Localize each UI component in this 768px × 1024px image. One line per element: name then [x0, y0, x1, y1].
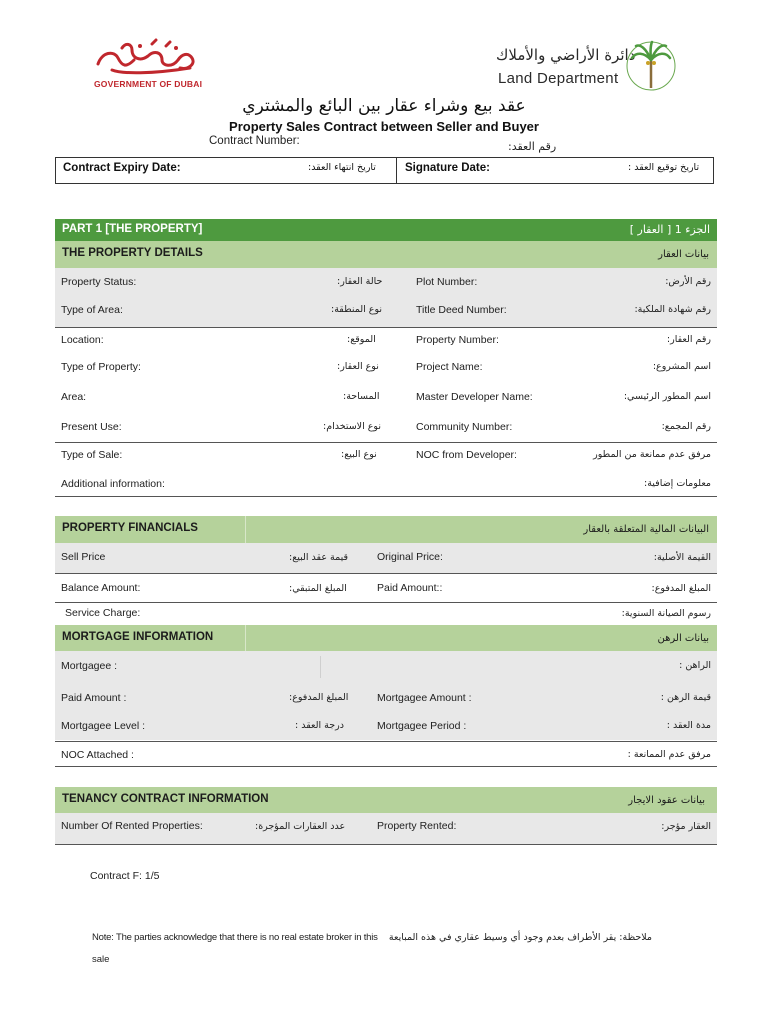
additional-information-label-arabic: معلومات إضافية: [644, 478, 711, 489]
tenancy-contract-title-arabic: بيانات عقود الايجار [628, 795, 705, 806]
table-row [55, 813, 717, 844]
signature-date-label: Signature Date: [405, 162, 490, 174]
type-of-area-label: Type of Area: [61, 304, 123, 316]
part-1-header [55, 219, 717, 241]
master-developer-name-label-arabic: اسم المطور الرئيسي: [623, 391, 711, 402]
contract-title-arabic: عقد بيع وشراء عقار بين البائع والمشتري [242, 96, 526, 116]
plot-number-label: Plot Number: [416, 276, 478, 288]
broker-note-english: Note: The parties acknowledge that there is no real estate broker in this [92, 932, 378, 943]
property-rented-label: Property Rented: [377, 820, 457, 832]
table-row [55, 543, 717, 573]
type-of-property-label-arabic: نوع العقار: [337, 361, 379, 372]
divider [55, 766, 717, 767]
table-row [55, 660, 717, 674]
type-of-sale-label: Type of Sale: [61, 449, 123, 461]
noc-attached-label: NOC Attached : [61, 749, 134, 761]
table-row [55, 749, 717, 763]
table-row [55, 692, 717, 706]
type-of-property-label: Type of Property: [61, 361, 141, 373]
part-1-title: PART 1 [THE PROPERTY] [62, 223, 203, 235]
mortgagee-label-arabic: الراهن : [679, 660, 711, 671]
property-status-label: Property Status: [61, 276, 137, 288]
contract-dates-box [55, 157, 714, 184]
palm-tree-icon [626, 38, 676, 94]
property-details-title: THE PROPERTY DETAILS [62, 247, 203, 259]
government-of-dubai-text: GOVERNMENT OF DUBAI [94, 79, 203, 89]
mortgage-information-title: MORTGAGE INFORMATION [62, 631, 214, 643]
type-of-area-label-arabic: نوع المنطقة: [331, 304, 383, 315]
table-row [55, 334, 717, 348]
property-rented-label-arabic: العقار مؤجر: [661, 821, 711, 832]
original-price-label: Original Price: [377, 551, 443, 563]
mortgage-paid-amount-label-arabic: المبلغ المدفوع: [289, 692, 349, 703]
present-use-label: Present Use: [61, 421, 122, 433]
mortgagee-period-label: Mortgagee Period : [377, 720, 467, 732]
community-number-label-arabic: رقم المجمع: [661, 421, 711, 432]
additional-information-label: Additional information: [61, 478, 165, 490]
paid-amount-label: Paid Amount:: [377, 582, 443, 594]
mortgagee-level-label-arabic: درجة العقد : [295, 720, 344, 731]
government-of-dubai-logo [92, 38, 204, 94]
property-status-label-arabic: حالة العقار: [337, 276, 383, 287]
land-department-logo [496, 38, 680, 94]
broker-note-english-continuation: sale [92, 954, 110, 965]
date-box-divider [396, 158, 397, 183]
number-of-rented-properties-label: Number Of Rented Properties: [61, 820, 203, 832]
property-financials-header [55, 516, 717, 543]
location-label-arabic: الموقع: [347, 334, 376, 345]
table-row [55, 720, 717, 734]
contract-number-label-arabic: رقم العقد: [508, 140, 557, 153]
project-name-label: Project Name: [416, 361, 483, 373]
mortgage-information-title-arabic: بيانات الرهن [657, 633, 709, 644]
header-split [245, 516, 246, 543]
land-department-english-name: Land Department [498, 70, 619, 87]
noc-from-developer-label-arabic: مرفق عدم ممانعة من المطور [593, 449, 711, 460]
community-number-label: Community Number: [416, 421, 513, 433]
project-name-label-arabic: اسم المشروع: [652, 361, 711, 372]
sell-price-label: Sell Price [61, 551, 106, 563]
contract-title-english: Property Sales Contract between Seller and Buyer [229, 119, 539, 134]
table-row [55, 574, 717, 602]
type-of-sale-label-arabic: نوع البيع: [341, 449, 377, 460]
property-details-title-arabic: بيانات العقار [658, 249, 709, 260]
contract-expiry-date-label-arabic: تاريخ انتهاء العقد: [308, 162, 376, 173]
mortgagee-label: Mortgagee : [61, 660, 118, 672]
master-developer-name-label: Master Developer Name: [416, 391, 533, 403]
divider [55, 442, 717, 443]
table-row [55, 421, 717, 435]
divider [55, 327, 717, 328]
paid-amount-label-arabic: المبلغ المدفوع: [651, 583, 711, 594]
mortgagee-level-label: Mortgagee Level : [61, 720, 146, 732]
mortgage-paid-amount-label: Paid Amount : [61, 692, 127, 704]
noc-from-developer-label: NOC from Developer: [416, 449, 517, 461]
signature-date-label-arabic: تاريخ توقيع العقد : [628, 162, 700, 173]
table-row [55, 449, 717, 463]
property-number-label: Property Number: [416, 334, 499, 346]
property-financials-title-arabic: البيانات المالية المتعلقة بالعقار [583, 524, 709, 535]
title-deed-number-label-arabic: رقم شهادة الملكية: [634, 304, 711, 315]
divider [55, 741, 717, 742]
table-row [55, 361, 717, 375]
table-row [55, 304, 717, 318]
mortgagee-amount-label-arabic: قيمة الرهن : [660, 692, 711, 703]
header-split [245, 625, 246, 651]
noc-attached-label-arabic: مرفق عدم الممانعة : [627, 749, 711, 760]
balance-amount-label: Balance Amount: [61, 582, 141, 594]
present-use-label-arabic: نوع الاستخدام: [323, 421, 381, 432]
contract-number-label: Contract Number: [209, 135, 300, 147]
table-row [55, 391, 717, 405]
divider [55, 496, 717, 497]
service-charge-label: Service Charge: [65, 607, 141, 619]
original-price-label-arabic: القيمة الأصلية: [653, 552, 711, 563]
balance-amount-label-arabic: المبلغ المتبقي: [289, 583, 347, 594]
area-label-arabic: المساحة: [343, 391, 380, 402]
land-department-arabic-name: دائرة الأراضي والأملاك [496, 46, 636, 64]
divider [55, 844, 717, 845]
location-label: Location: [61, 334, 104, 346]
tenancy-contract-header [55, 787, 717, 813]
dubai-government-emblem-icon [92, 38, 204, 76]
mortgagee-period-label-arabic: مدة العقد : [666, 720, 711, 731]
table-row [55, 603, 717, 625]
plot-number-label-arabic: رقم الأرض: [665, 276, 711, 287]
area-label: Area: [61, 391, 87, 403]
table-row [55, 478, 717, 492]
page-number: Contract F: 1/5 [90, 870, 160, 882]
number-of-rented-properties-label-arabic: عدد العقارات المؤجرة: [255, 821, 346, 832]
sell-price-label-arabic: قيمة عقد البيع: [289, 552, 349, 563]
broker-note-arabic: ملاحظة: يقر الأطراف بعدم وجود أي وسيط عقاري في هذه المبايعة [388, 932, 652, 943]
title-deed-number-label: Title Deed Number: [416, 304, 507, 316]
property-number-label-arabic: رقم العقار: [666, 334, 711, 345]
table-row [55, 276, 717, 290]
contract-expiry-date-label: Contract Expiry Date: [63, 162, 181, 174]
property-financials-title: PROPERTY FINANCIALS [62, 522, 198, 534]
property-details-header [55, 241, 717, 268]
service-charge-label-arabic: رسوم الصيانة السنوية: [621, 608, 711, 619]
mortgage-information-header [55, 625, 717, 651]
part-1-title-arabic: الجزء 1 [ العقار ] [629, 223, 710, 236]
mortgagee-amount-label: Mortgagee Amount : [377, 692, 472, 704]
tenancy-contract-title: TENANCY CONTRACT INFORMATION [62, 793, 269, 805]
